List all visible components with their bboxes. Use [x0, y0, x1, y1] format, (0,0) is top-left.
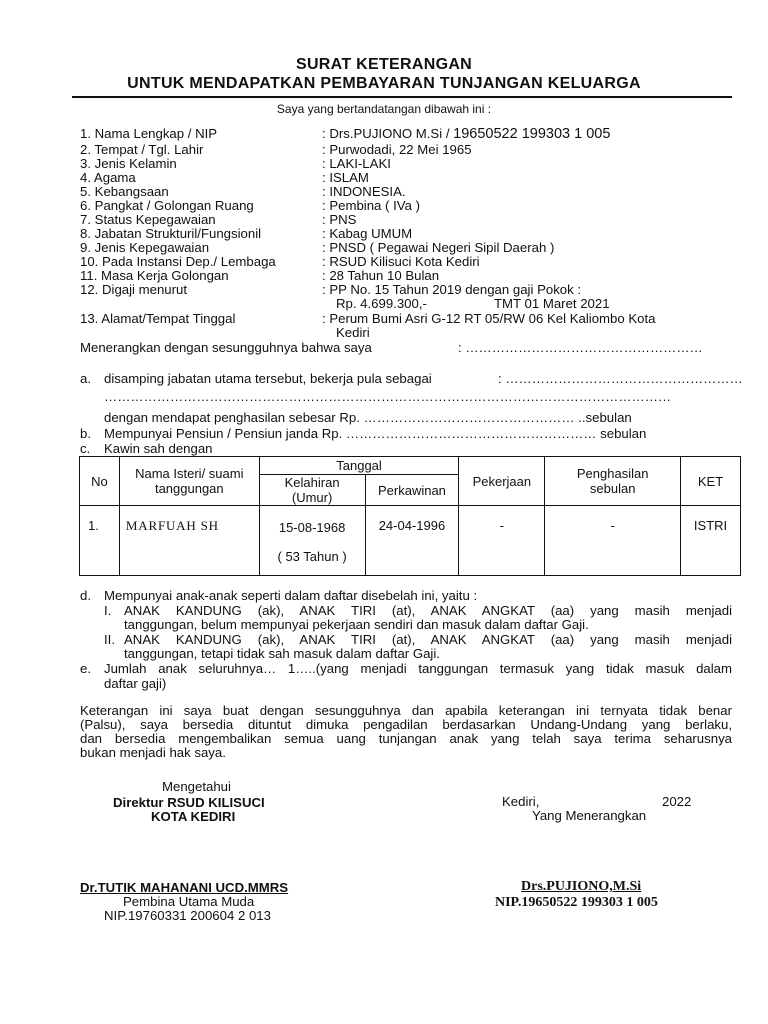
declaration-dots: : ………………………………………………	[458, 340, 703, 355]
item-c-letter: c.	[80, 441, 91, 456]
sign-left-nip: NIP.19760331 200604 2 013	[104, 908, 271, 923]
sign-right-place: Kediri,	[502, 794, 540, 809]
closing-line1: Keterangan ini saya buat dengan sesungguhnya dan apabila keterangan ini ternyata tidak benar	[80, 703, 732, 718]
closing-line4: bukan menjadi hak saya.	[80, 745, 226, 760]
item-e-line2: daftar gaji)	[104, 676, 167, 691]
field-label: 10. Pada Instansi Dep./ Lembaga	[80, 254, 276, 269]
field-value: : PNS	[322, 212, 357, 227]
item-b-letter: b.	[80, 426, 91, 441]
sign-left-name: Dr.TUTIK MAHANANI UCD.MMRS	[80, 880, 289, 895]
item-b-text: Mempunyai Pensiun / Pensiun janda Rp. ………………………………………………… sebulan	[104, 426, 647, 441]
item-c-text: Kawin sah dengan	[104, 441, 213, 456]
table-header-row	[80, 457, 741, 475]
item-a-income: dengan mendapat penghasilan sebesar Rp. ………………………………………… ..sebulan	[104, 410, 632, 425]
header-pekerjaan: Pekerjaan	[459, 457, 545, 506]
field-label: 3. Jenis Kelamin	[80, 156, 177, 171]
cell-income: -	[545, 506, 681, 576]
item-d2-line1: ANAK KANDUNG (ak), ANAK TIRI (at), ANAK ANGKAT (aa) yang masih menjadi	[124, 632, 732, 647]
address-label: 13. Alamat/Tempat Tinggal	[80, 311, 236, 326]
item-a-dots-line: …………………………………………………………………………………………………………………	[104, 389, 672, 404]
cell-marriage: 24-04-1996	[365, 506, 459, 576]
document-title: SURAT KETERANGAN	[295, 56, 473, 73]
item-d1-line1: ANAK KANDUNG (ak), ANAK TIRI (at), ANAK ANGKAT (aa) yang masih menjadi	[124, 603, 732, 618]
cell-no: 1.	[80, 506, 120, 576]
field-value: : RSUD Kilisuci Kota Kediri	[322, 254, 480, 269]
salary-tmt: TMT 01 Maret 2021	[494, 296, 610, 311]
spouse-table	[79, 456, 741, 576]
item-e-letter: e.	[80, 661, 91, 676]
field-label: 4. Agama	[80, 170, 136, 185]
sign-right-role: Yang Menerangkan	[532, 808, 647, 823]
address-value: : Perum Bumi Asri G-12 RT 05/RW 06 Kel Kaliombo Kota	[322, 311, 656, 326]
field-value: : Kabag UMUM	[322, 226, 413, 241]
field-label: 7. Status Kepegawaian	[80, 212, 216, 227]
header-name: Nama Isteri/ suami tanggungan	[119, 457, 259, 506]
field-value: : INDONESIA.	[322, 184, 406, 199]
table-row	[80, 506, 741, 576]
header-perkawinan: Perkawinan	[365, 475, 459, 506]
item-a-text: disamping jabatan utama tersebut, bekerja pula sebagai	[104, 371, 432, 386]
sign-right-year: 2022	[662, 794, 692, 809]
field-value: : Drs.PUJIONO M.Si / 19650522 199303 1 005	[322, 126, 611, 142]
salary-amount: Rp. 4.699.300,-	[336, 296, 427, 311]
sign-right-name: Drs.PUJIONO,M.Si	[521, 879, 642, 894]
field-value: : PNSD ( Pegawai Negeri Sipil Daerah )	[322, 240, 555, 255]
item-d-text: Mempunyai anak-anak seperti dalam daftar disebelah ini, yaitu :	[104, 588, 478, 603]
intro-text: Saya yang bertandatangan dibawah ini :	[276, 102, 492, 116]
item-a-letter: a.	[80, 371, 91, 386]
title-rule	[72, 96, 732, 98]
item-d2-line2: tanggungan, tetapi tidak sah masuk dalam daftar Gaji.	[124, 646, 440, 661]
header-no: No	[80, 457, 120, 506]
closing-line2: (Palsu), saya bersedia dituntut dimuka pengadilan berdasarkan Undang-Undang yang berlaku,	[80, 717, 732, 732]
sign-left-rank: Pembina Utama Muda	[123, 894, 255, 909]
field-label: 5. Kebangsaan	[80, 184, 169, 199]
header-tanggal: Tanggal	[259, 457, 459, 475]
address-value-cont: Kediri	[336, 325, 370, 340]
field-value: : 28 Tahun 10 Bulan	[322, 268, 440, 283]
field-label: 1. Nama Lengkap / NIP	[80, 126, 218, 141]
field-value: : ISLAM	[322, 170, 369, 185]
header-kelahiran: Kelahiran (Umur)	[259, 475, 365, 506]
closing-line3: dan bersedia mengembalikan semua uang tunjangan anak yang telah saya terima seharusnya	[80, 731, 732, 746]
item-d1-num: I.	[104, 603, 112, 618]
item-e-line1: Jumlah anak seluruhnya… 1…..(yang menjadi tanggungan termasuk yang tidak masuk dalam	[104, 661, 732, 676]
header-penghasilan: Penghasilan sebulan	[545, 457, 681, 506]
item-d2-num: II.	[104, 632, 115, 647]
field-label: 8. Jabatan Strukturil/Fungsionil	[80, 226, 262, 241]
field-value: : LAKI-LAKI	[322, 156, 391, 171]
field-label: 6. Pangkat / Golongan Ruang	[80, 198, 254, 213]
sign-left-mengetahui: Mengetahui	[162, 779, 231, 794]
cell-ket: ISTRI	[681, 506, 741, 576]
cell-birth: 15-08-1968 ( 53 Tahun )	[259, 506, 365, 576]
header-ket: KET	[681, 457, 741, 506]
field-label: 12. Digaji menurut	[80, 282, 188, 297]
item-d1-line2: tanggungan, belum mempunyai pekerjaan sendiri dan masuk dalam daftar Gaji.	[124, 617, 589, 632]
cell-job: -	[459, 506, 545, 576]
field-label: 2. Tempat / Tgl. Lahir	[80, 142, 204, 157]
field-value: : PP No. 15 Tahun 2019 dengan gaji Pokok :	[322, 282, 582, 297]
sign-left-org: KOTA KEDIRI	[151, 809, 236, 824]
document-subtitle: UNTUK MENDAPATKAN PEMBAYARAN TUNJANGAN KELUARGA	[127, 75, 641, 92]
item-d-letter: d.	[80, 588, 91, 603]
field-label: 9. Jenis Kepegawaian	[80, 240, 210, 255]
field-value: : Pembina ( IVa )	[322, 198, 420, 213]
sign-left-position: Direktur RSUD KILISUCI	[113, 795, 265, 810]
field-nip: 19650522 199303 1 005	[453, 126, 611, 142]
sign-right-nip: NIP.19650522 199303 1 005	[495, 895, 658, 910]
field-label: 11. Masa Kerja Golongan	[80, 268, 229, 283]
declaration-text: Menerangkan dengan sesungguhnya bahwa saya	[80, 340, 372, 355]
cell-name: MARFUAH SH	[119, 506, 259, 576]
field-value: : Purwodadi, 22 Mei 1965	[322, 142, 472, 157]
item-a-dots: : ………………………………………………	[498, 371, 743, 386]
